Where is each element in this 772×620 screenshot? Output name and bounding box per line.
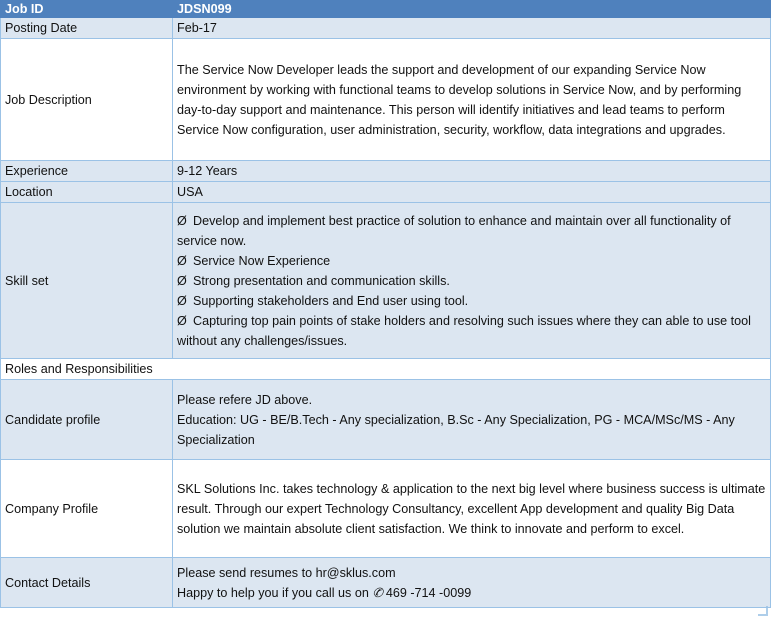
phone-number: 469 -714 -0099 [385, 585, 472, 600]
job-description-label: Job Description [1, 39, 173, 161]
skill-item-text: Supporting stakeholders and End user using tool. [193, 293, 469, 308]
phone-line [177, 583, 766, 603]
education-line: Education: UG - BE/B.Tech - Any specialization, B.Sc - Any Specialization, PG - MCA/MSc/MS - Any Specialization [177, 412, 735, 447]
company-profile-label: Company Profile [1, 460, 173, 558]
job-description-value: The Service Now Developer leads the support and development of our expanding Service Now environment by working with functional teams to develop solutions in Service Now, and by performing day-to-day support and maintenance. This person will identify initiatives and lead teams to perform Service Now configuration, user administration, security, workflow, data integrations and upgrades. [173, 39, 771, 161]
contact-details-value [173, 558, 771, 608]
table-row [1, 182, 771, 203]
email-line: Please send resumes to hr@sklus.com [177, 565, 396, 580]
table-row [1, 359, 771, 380]
location-value: USA [173, 182, 771, 203]
skill-item-text: Service Now Experience [193, 253, 331, 268]
phone-icon: ✆ [372, 585, 383, 600]
skill-item [177, 271, 766, 291]
bullet-icon: Ø [177, 213, 187, 228]
table-row [1, 39, 771, 161]
contact-details-label: Contact Details [1, 558, 173, 608]
table-row [1, 161, 771, 182]
job-id-label: Job ID [1, 1, 173, 18]
skill-item-text: Develop and implement best practice of solution to enhance and maintain over all functionality of service now. [177, 213, 731, 248]
skill-item [177, 211, 766, 251]
skill-item [177, 311, 766, 351]
candidate-profile-value [173, 380, 771, 460]
experience-value: 9-12 Years [173, 161, 771, 182]
skill-set-label: Skill set [1, 203, 173, 359]
posting-date-label: Posting Date [1, 18, 173, 39]
table-row [1, 380, 771, 460]
table-row [1, 558, 771, 608]
candidate-line: Please refere JD above. [177, 392, 313, 407]
job-id-value: JDSN099 [173, 1, 771, 18]
roles-label: Roles and Responsibilities [1, 359, 771, 380]
location-label: Location [1, 182, 173, 203]
skill-item-text: Strong presentation and communication skills. [193, 273, 450, 288]
company-profile-value: SKL Solutions Inc. takes technology & application to the next big level where business success is ultimate result. Through our expert Technology Consultancy, excellent App development and quality Big Data solution we maintain absolute client satisfaction. We think to innovate and perform to excel. [173, 460, 771, 558]
skill-item [177, 251, 766, 271]
experience-label: Experience [1, 161, 173, 182]
bullet-icon: Ø [177, 313, 187, 328]
candidate-profile-label: Candidate profile [1, 380, 173, 460]
table-row [1, 18, 771, 39]
skill-item [177, 291, 766, 311]
table-row [1, 203, 771, 359]
bullet-icon: Ø [177, 273, 187, 288]
table-header-row [1, 1, 771, 18]
skill-set-list [173, 203, 771, 359]
phone-prefix: Happy to help you if you call us on [177, 585, 369, 600]
posting-date-value: Feb-17 [173, 18, 771, 39]
bullet-icon: Ø [177, 293, 187, 308]
table-row [1, 460, 771, 558]
resize-handle-icon[interactable] [758, 606, 768, 616]
skill-item-text: Capturing top pain points of stake holders and resolving such issues where they can able to use tool without any challenges/issues. [177, 313, 751, 348]
bullet-icon: Ø [177, 253, 187, 268]
